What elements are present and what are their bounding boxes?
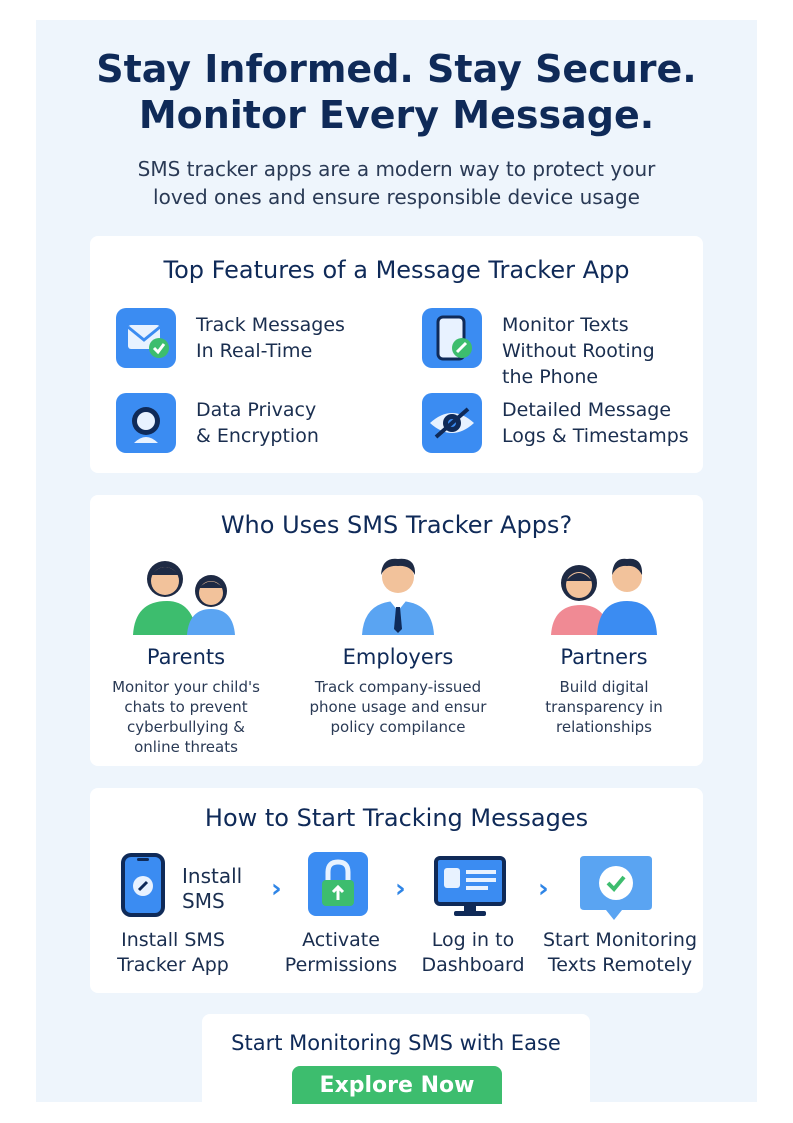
features-card bbox=[90, 236, 703, 473]
employer-illustration bbox=[298, 551, 498, 635]
feature-privacy bbox=[116, 393, 319, 453]
user-description: Monitor your child's chats to prevent cyberbullying & online threats bbox=[112, 678, 260, 756]
feature-label: Track Messages In Real-Time bbox=[196, 314, 345, 362]
dashboard-monitor-icon bbox=[434, 856, 506, 922]
chevron-right-icon: › bbox=[538, 874, 549, 904]
user-description: Build digital transparency in relationships bbox=[545, 678, 663, 736]
phone-check-icon bbox=[422, 308, 482, 368]
parents-illustration bbox=[86, 551, 286, 635]
step-monitoring: Start Monitoring Texts Remotely bbox=[542, 929, 698, 976]
hero-title: Stay Informed. Stay Secure. Monitor Every Message. bbox=[96, 47, 697, 137]
chevron-right-icon: › bbox=[271, 874, 282, 904]
cta-card bbox=[202, 1014, 590, 1104]
user-name: Parents bbox=[146, 645, 226, 669]
user-description: Track company-issued phone usage and ensur policy compilance bbox=[309, 678, 487, 736]
feature-label: Detailed Message Logs & Timestamps bbox=[502, 399, 689, 447]
feature-no-root bbox=[422, 308, 655, 390]
steps-card bbox=[90, 788, 703, 993]
step-dashboard: Log in to Dashboard bbox=[421, 929, 525, 976]
feature-track-messages bbox=[116, 308, 345, 368]
chat-check-icon bbox=[578, 854, 654, 926]
feature-label: Monitor Texts Without Rooting the Phone bbox=[502, 314, 655, 388]
envelope-check-icon bbox=[116, 308, 176, 368]
explore-now-button[interactable]: Explore Now bbox=[292, 1066, 502, 1104]
cta-text: Start Monitoring SMS with Ease bbox=[231, 1031, 561, 1055]
user-employers bbox=[298, 551, 498, 737]
partners-illustration bbox=[504, 551, 704, 635]
feature-logs bbox=[422, 393, 689, 453]
users-title: Who Uses SMS Tracker Apps? bbox=[220, 511, 573, 539]
steps-title: How to Start Tracking Messages bbox=[204, 804, 589, 832]
eye-icon bbox=[422, 393, 482, 453]
user-name: Partners bbox=[560, 645, 648, 669]
hero-subtitle: SMS tracker apps are a modern way to protect your loved ones and ensure responsible device usage bbox=[137, 157, 656, 209]
phone-app-icon bbox=[120, 852, 166, 922]
step-permissions: Activate Permissions bbox=[284, 929, 398, 976]
step-install: Install SMS Tracker App bbox=[117, 929, 229, 976]
features-title: Top Features of a Message Tracker App bbox=[163, 256, 630, 284]
user-partners bbox=[504, 551, 704, 737]
lock-icon bbox=[308, 852, 368, 920]
feature-label: Data Privacy & Encryption bbox=[196, 399, 319, 447]
chevron-right-icon: › bbox=[395, 874, 406, 904]
user-parents bbox=[86, 551, 286, 757]
user-shield-icon bbox=[116, 393, 176, 453]
user-name: Employers bbox=[342, 645, 454, 669]
users-card bbox=[90, 495, 703, 766]
phone-caption: Install SMS bbox=[182, 864, 243, 913]
